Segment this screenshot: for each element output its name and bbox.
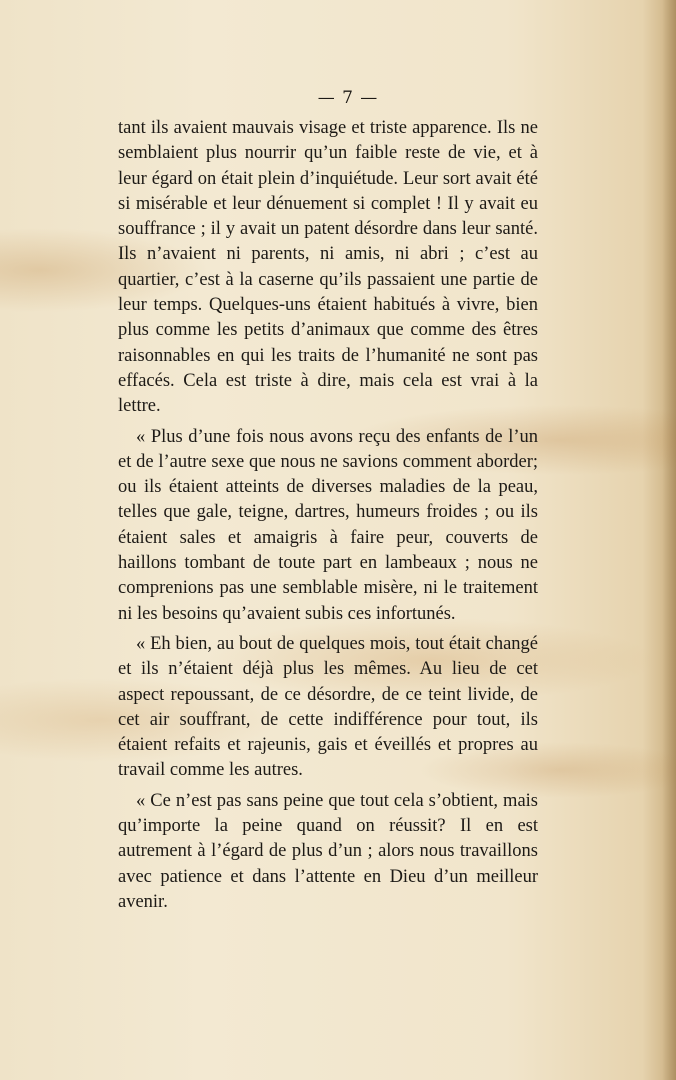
paragraph-1: tant ils avaient mauvais visage et triste apparence. Ils ne semblaient plus nourrir qu’un faible reste de vie, et à leur égard on était plein d’inquiétude. Leur sort avait été si misérable et leur dénuement si complet ! Il y avait eu souffrance ; il y avait un patent désordre dans leur santé. Ils n’avaient ni parents, ni amis, ni abri ; c’est au quartier, c’est à la caserne qu’ils passaient une partie de leur temps. Quelques-uns étaient habitués à vivre, bien plus comme les petits d’animaux que comme des êtres raisonnables en qui les traits de l’humanité ne sont pas effacés. Cela est triste à dire, mais cela est vrai à la lettre. bbox=[118, 118, 538, 417]
page-number: — 7 — bbox=[317, 88, 379, 108]
paragraph-4: « Ce n’est pas sans peine que tout cela s’obtient, mais qu’importe la peine quand on réussit? Il en est autrement à l’égard de plus d’un ; alors nous travaillons avec patience et dans l’attente en Dieu d’un meilleur avenir. bbox=[118, 790, 538, 912]
page-edge-shadow bbox=[662, 0, 676, 1080]
paragraph-3: « Eh bien, au bout de quelques mois, tout était changé et ils n’étaient déjà plus les mêmes. Au lieu de cet aspect repoussant, de ce désordre, de ce teint livide, de cet air souffrant, de cette indifférence pour tout, ils étaient refaits et rajeunis, gais et éveillés et propres au travail comme les autres. bbox=[118, 633, 538, 781]
paragraph-2: « Plus d’une fois nous avons reçu des enfants de l’un et de l’autre sexe que nous ne savions comment aborder; ou ils étaient atteints de diverses maladies de la peau, telles que gale, teigne, dartres, humeurs froides ; ou ils étaient sales et amaigris à faire peur, couverts de haillons tombant de toute part en lambeaux ; nous ne comprenions pas une semblable misère, ni le traitement ni les besoins qu’avaient subis ces infortunés. bbox=[118, 426, 538, 624]
body-text bbox=[118, 116, 538, 920]
